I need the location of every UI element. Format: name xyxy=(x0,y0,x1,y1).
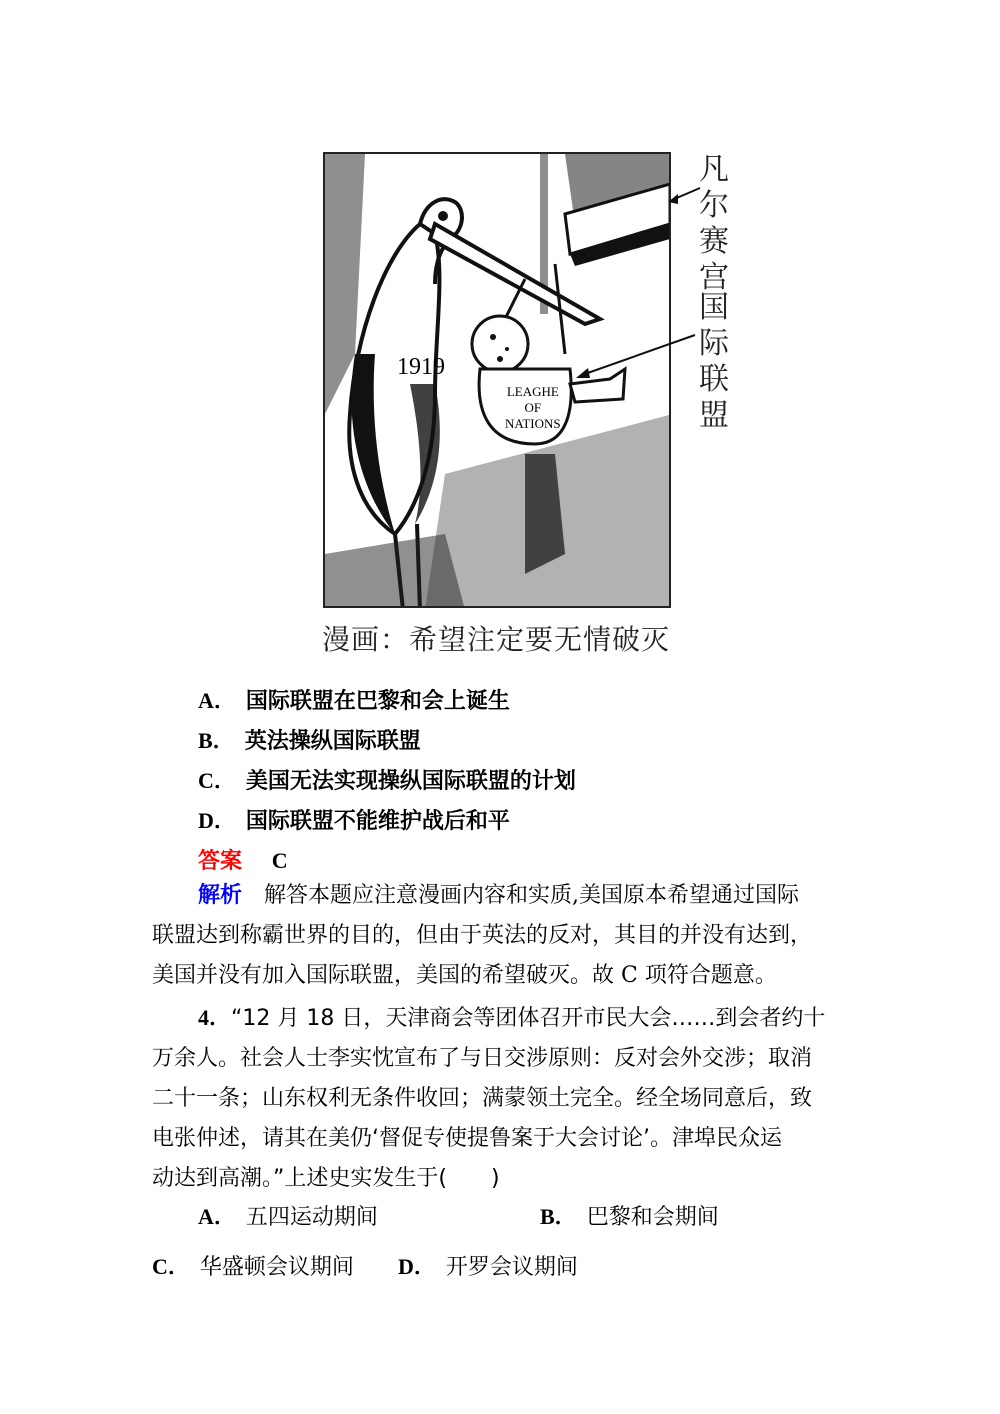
option-letter: A． xyxy=(198,688,236,713)
option-text: 巴黎和会期间 xyxy=(586,1205,719,1230)
q4-option-c xyxy=(152,1250,354,1281)
analysis-text: 解答本题应注意漫画内容和实质,美国原本希望通过国际 xyxy=(264,883,800,908)
q4-line: 电张仲述，请其在美仍‘督促专使提鲁案于大会讨论’。津埠民众运 xyxy=(152,1126,782,1151)
option-text: 华盛顿会议期间 xyxy=(199,1255,354,1280)
option-text: 开罗会议期间 xyxy=(445,1255,578,1280)
q3-answer xyxy=(198,844,288,875)
option-text: 国际联盟不能维护战后和平 xyxy=(245,809,510,834)
q4-option-b xyxy=(540,1200,719,1231)
q3-analysis xyxy=(152,876,852,996)
option-letter: D． xyxy=(198,808,236,833)
analysis-line: 美国并没有加入国际联盟，美国的希望破灭。故 C 项符合题意。 xyxy=(152,963,777,988)
answer-value: C xyxy=(271,848,288,873)
q3-option-b xyxy=(198,724,421,755)
q4-option-d xyxy=(398,1250,578,1281)
option-text: 五四运动期间 xyxy=(245,1205,378,1230)
q4-line xyxy=(152,998,852,1039)
q4-line: 万余人。社会人士李实忱宣布了与日交涉原则：反对会外交涉；取消 xyxy=(152,1046,813,1071)
annotation-league-of-nations: 国际联盟 xyxy=(699,290,729,433)
q4-line: 动达到高潮。”上述史实发生于( ) xyxy=(152,1166,500,1191)
question-number: 4． xyxy=(198,1005,232,1030)
arrow-icon xyxy=(570,330,700,390)
option-letter: B． xyxy=(198,728,235,753)
bag-label-line: OF xyxy=(524,400,542,415)
answer-label: 答案 xyxy=(198,849,243,874)
q4-option-a xyxy=(198,1200,378,1231)
option-text: 美国无法实现操纵国际联盟的计划 xyxy=(245,769,576,794)
bag-label-line: LEAGHE xyxy=(506,384,559,399)
bag-label-line: NATIONS xyxy=(505,416,561,431)
q3-option-d xyxy=(198,804,510,835)
analysis-label: 解析 xyxy=(198,883,243,908)
option-text: 英法操纵国际联盟 xyxy=(244,729,421,754)
figure-caption: 漫画：希望注定要无情破灭 xyxy=(322,623,671,656)
q3-option-c xyxy=(198,764,576,795)
question-4 xyxy=(152,998,852,1199)
analysis-line: 联盟达到称霸世界的目的，但由于英法的反对，其目的并没有达到， xyxy=(152,923,813,948)
option-text: 国际联盟在巴黎和会上诞生 xyxy=(245,689,510,714)
q3-option-a xyxy=(198,684,510,715)
annotation-versailles: 凡尔赛宫 xyxy=(699,152,729,295)
option-letter: D． xyxy=(398,1254,436,1279)
option-letter: C． xyxy=(152,1254,190,1279)
year-label: 1919 xyxy=(397,354,445,380)
q4-text: “12 月 18 日，天津商会等团体召开市民大会……到会者约十 xyxy=(231,1006,826,1031)
bag-label xyxy=(505,384,561,432)
option-letter: C． xyxy=(198,768,236,793)
option-letter: A． xyxy=(198,1204,236,1229)
q4-line: 二十一条；山东权利无条件收回；满蒙领土完全。经全场同意后，致 xyxy=(152,1086,813,1111)
analysis-line xyxy=(152,876,852,916)
option-letter: B． xyxy=(540,1204,577,1229)
